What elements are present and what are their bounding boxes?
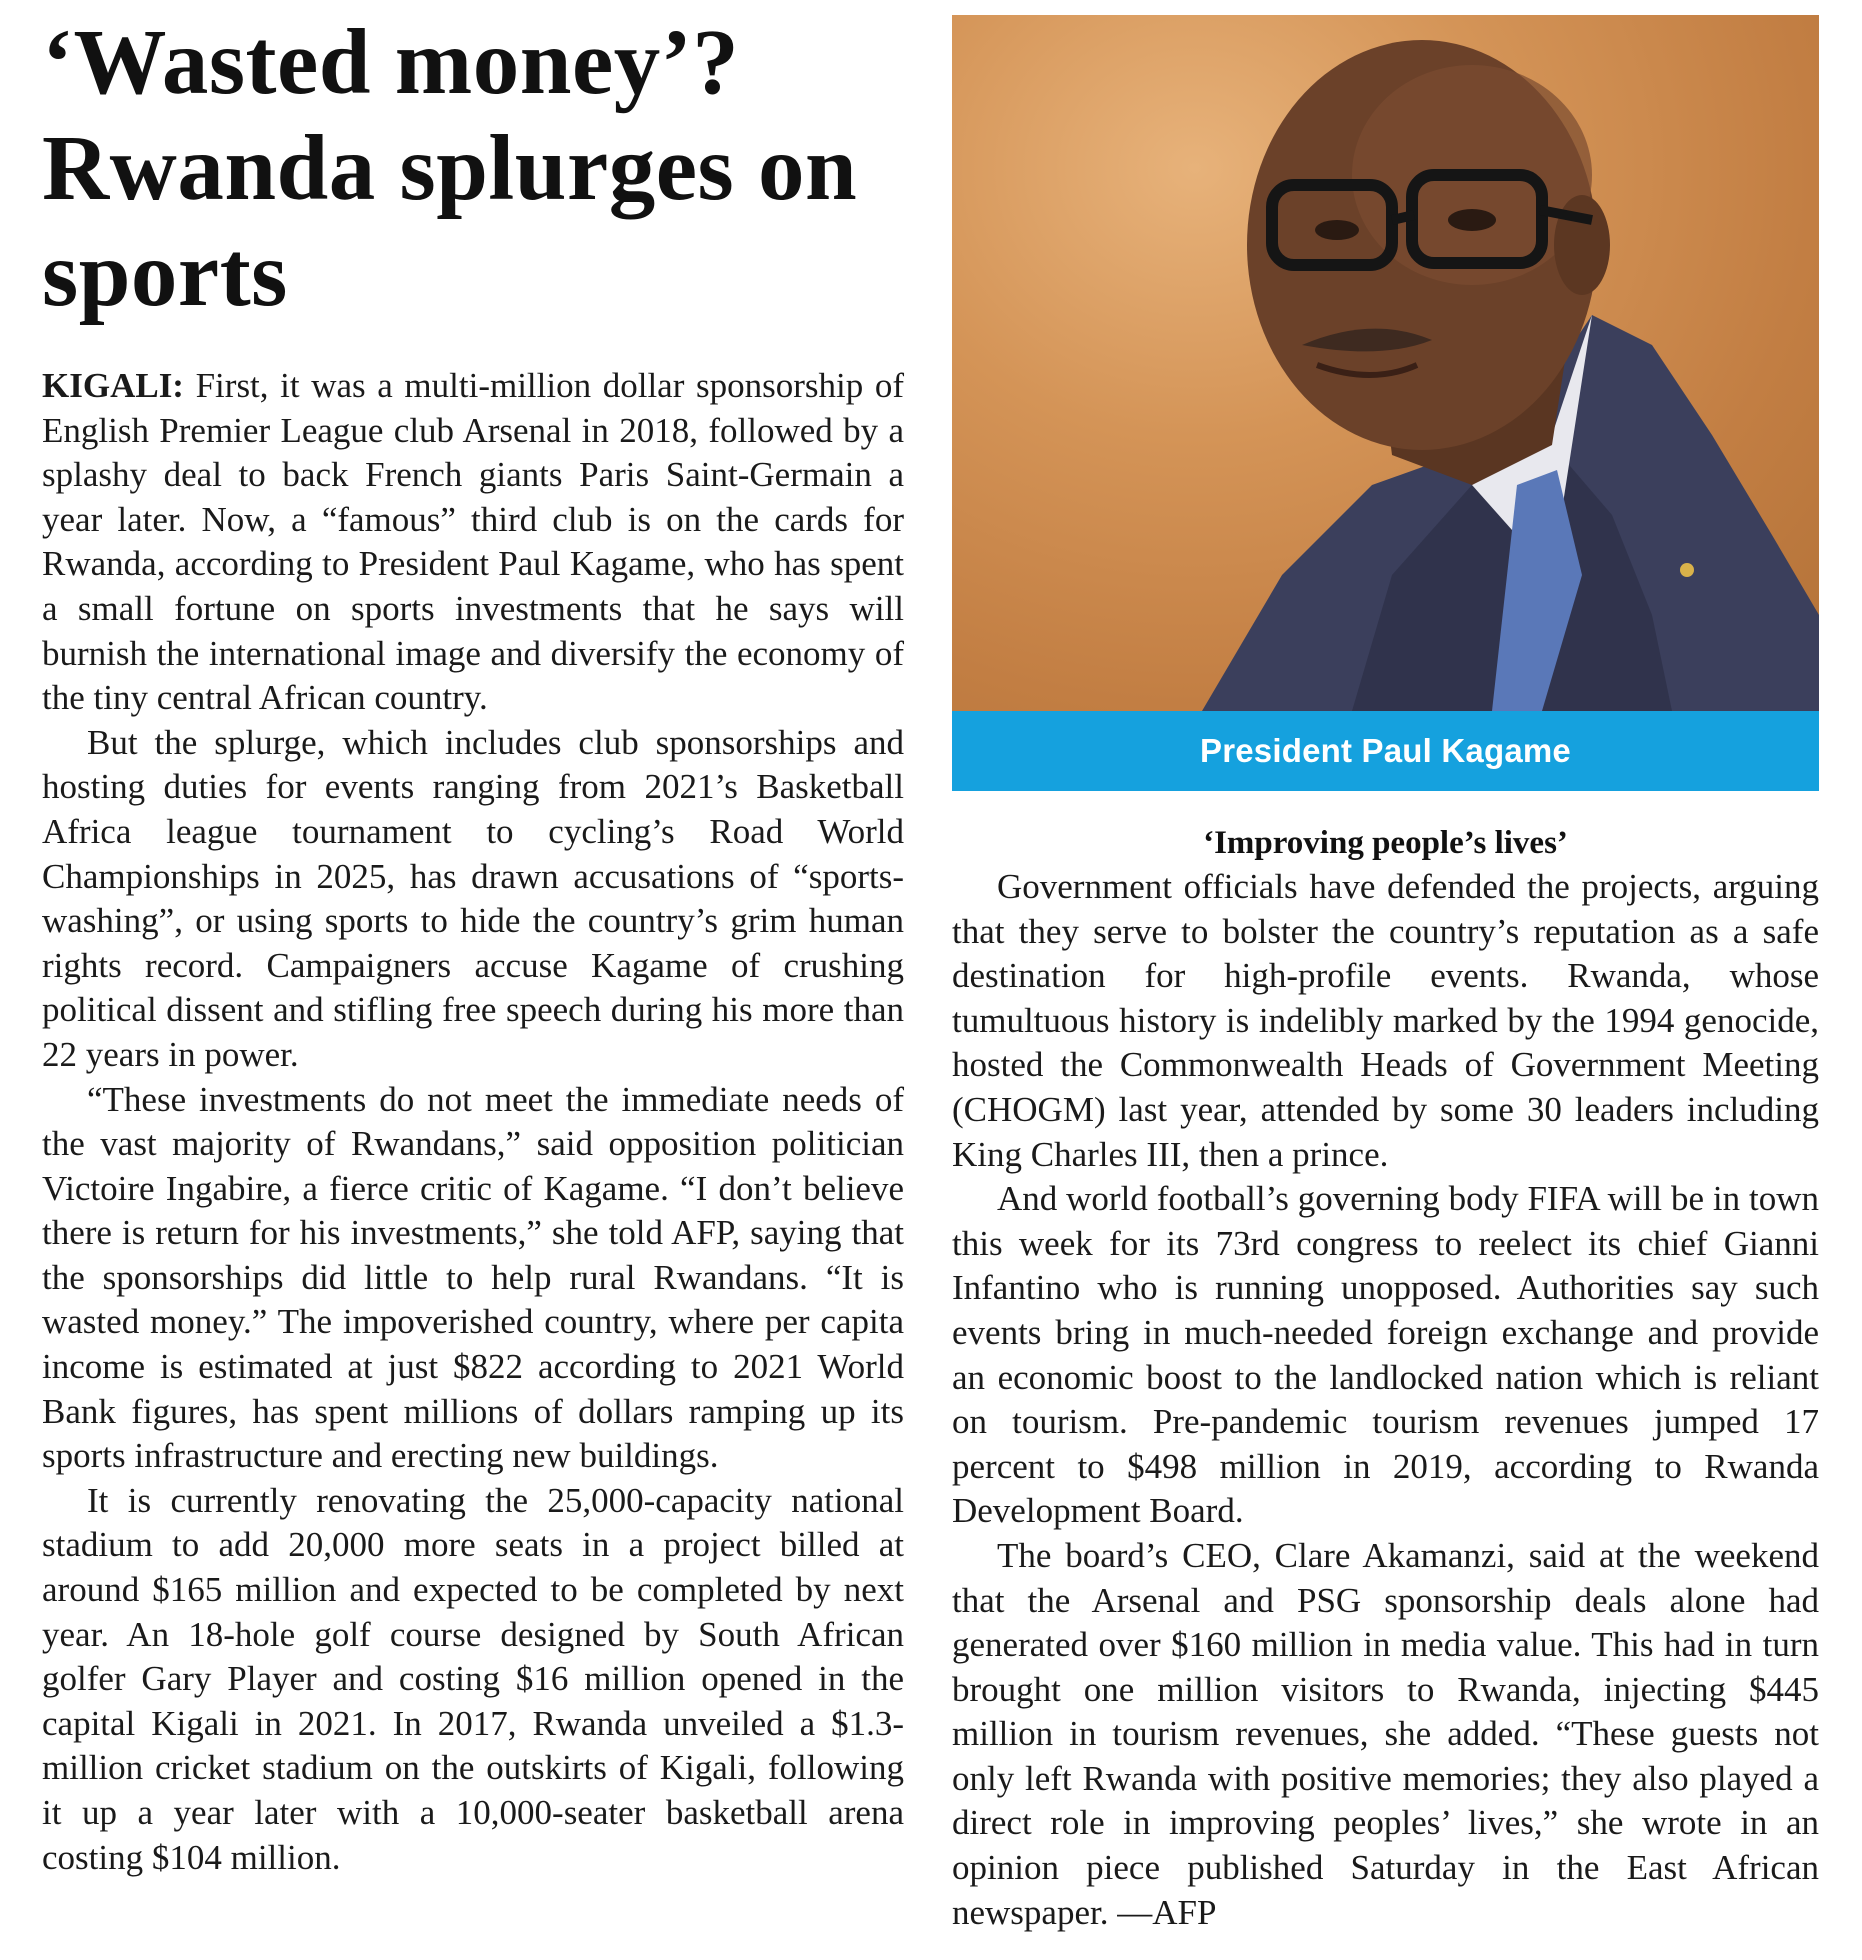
article-body-right <box>952 865 1819 1935</box>
dateline: KIGALI: <box>42 366 184 405</box>
paragraph-text: First, it was a multi-million dollar sponsorship of English Premier League club Arsenal in 2018, followed by a splashy deal to back French giants Paris Saint-Germain a year later. Now, a “famous” third club is on the cards for Rwanda, according to President Paul Kagame, who has spent a small fortune on sports investments that he says will burnish the international image and diversify the economy of the tiny central African country. <box>42 366 905 718</box>
paragraph <box>42 364 904 721</box>
article-body-left <box>42 364 904 1880</box>
paragraph: “These investments do not meet the immediate needs of the vast majority of Rwandans,” said opposition politician Victoire Ingabire, a fierce critic of Kagame. “I don’t believe there is return for his investments,” she told AFP, saying that the sponsorships did little to help rural Rwandans. “It is wasted money.” The impoverished country, where per capita income is estimated at just $822 according to 2021 World Bank figures, has spent millions of dollars ramping up its sports infrastructure and erecting new buildings. <box>42 1079 904 1476</box>
right-column <box>952 15 1819 1935</box>
headline: ‘Wasted money’? Rwanda splurges on sports <box>42 11 858 326</box>
paragraph: Government officials have defended the projects, arguing that they serve to bolster the country’s reputation as a safe destination for high-profile events. Rwanda, whose tumultuous history is indelibly marked by the 1994 genocide, hosted the Commonwealth Heads of Government Meeting (CHOGM) last year, attended by some 30 leaders including King Charles III, then a prince. <box>952 867 1819 1174</box>
portrait-illustration <box>952 15 1819 711</box>
paragraph: It is currently renovating the 25,000-capacity national stadium to add 20,000 more seats in a project billed at around $165 million and expected to be completed by next year. An 18-hole golf course designed by South African golfer Gary Player and costing $16 million opened in the capital Kigali in 2021. In 2017, Rwanda unveiled a $1.3-million cricket stadium on the outskirts of Kigali, following it up a year later with a 10,000-seater basketball arena costing $104 million. <box>42 1480 904 1877</box>
subheading: ‘Improving people’s lives’ <box>1203 825 1568 861</box>
paragraph: The board’s CEO, Clare Akamanzi, said at the weekend that the Arsenal and PSG sponsorship deals alone had generated over $160 million in media value. This had in turn brought one million visitors to Rwanda, injecting $445 million in tourism revenues, she added. “These guests not only left Rwanda with positive memories; they also played a direct role in improving peoples’ lives,” she wrote in an opinion piece published Saturday in the East African newspaper. —AFP <box>952 1535 1819 1932</box>
photo-caption-bar <box>952 711 1819 791</box>
paragraph: But the splurge, which includes club sponsorships and hosting duties for events ranging from 2021’s Basketball Africa league tournament to cycling’s Road World Championships in 2025, has drawn accusations of “sports-washing”, or using sports to hide the country’s grim human rights record. Campaigners accuse Kagame of crushing political dissent and stifling free speech during his more than 22 years in power. <box>42 722 904 1074</box>
photo-caption: President Paul Kagame <box>1199 732 1571 769</box>
left-column <box>42 10 904 1880</box>
kagame-photo <box>952 15 1819 711</box>
paragraph: And world football’s governing body FIFA will be in town this week for its 73rd congress to reelect its chief Gianni Infantino who is running unopposed. Authorities say such events bring in much-needed foreign exchange and provide an economic boost to the landlocked nation which is reliant on tourism. Pre-pandemic tourism revenues jumped 17 percent to $498 million in 2019, according to Rwanda Development Board. <box>952 1179 1819 1531</box>
